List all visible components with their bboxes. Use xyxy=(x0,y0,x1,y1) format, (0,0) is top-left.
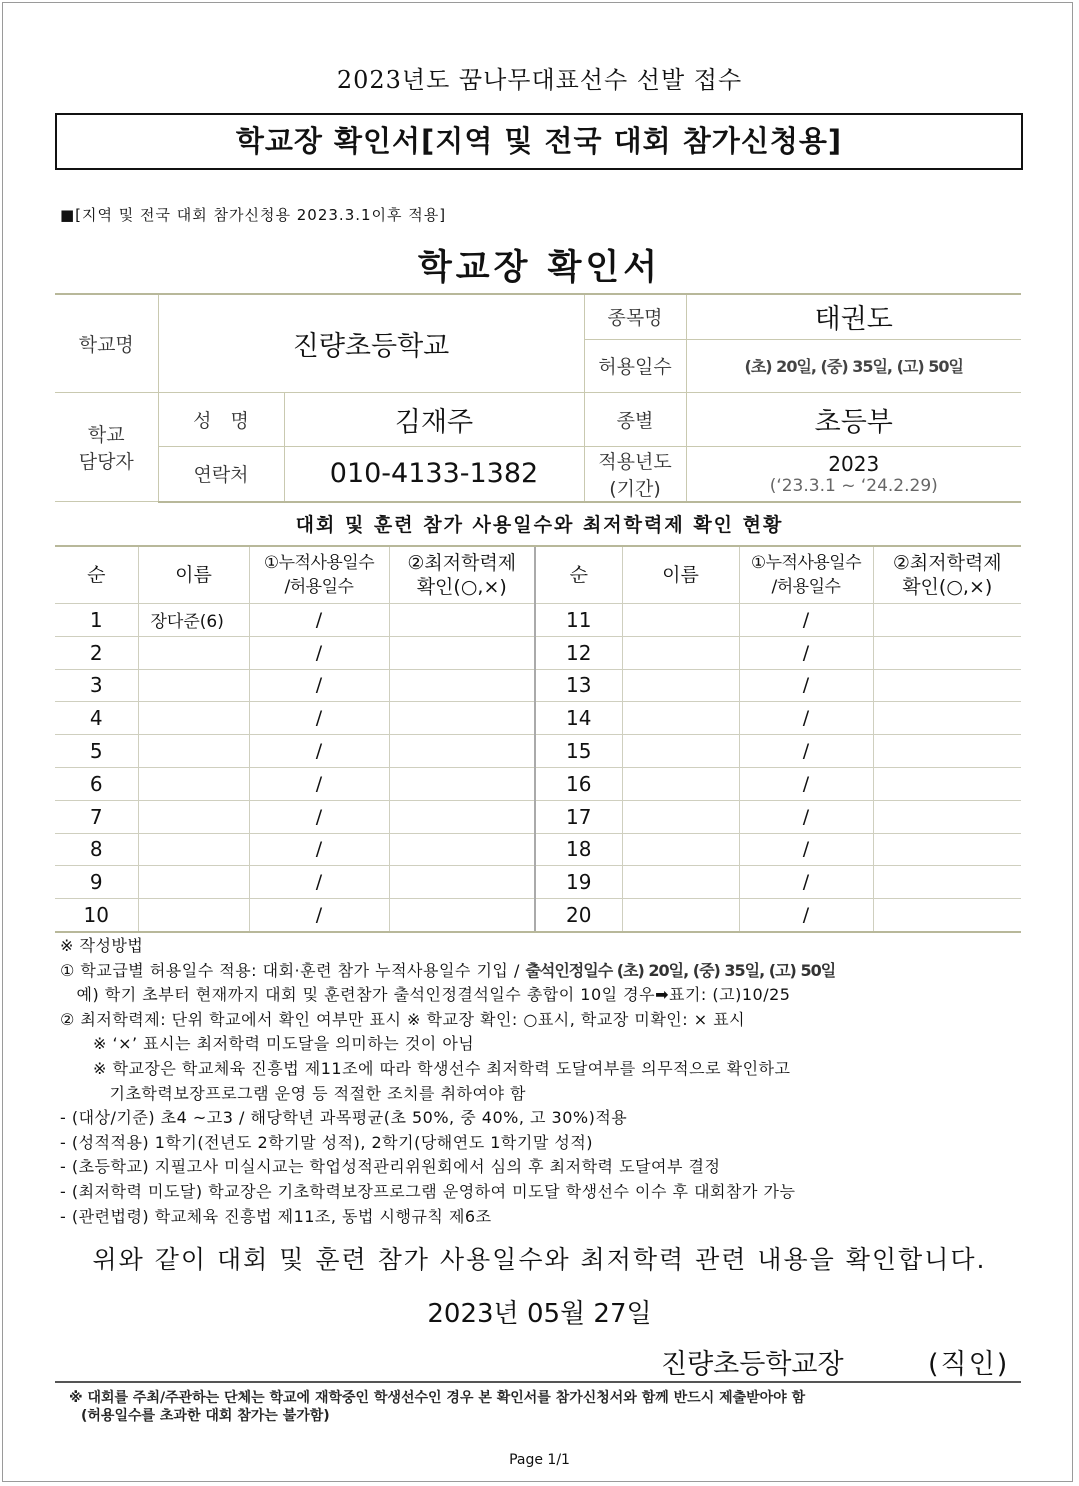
row-days: / xyxy=(739,833,873,866)
row-check xyxy=(389,702,535,735)
col-check-right-1: ②최저학력제 xyxy=(892,552,1002,574)
boxed-title: 학교장 확인서[지역 및 전국 대회 참가신청용] xyxy=(55,113,1023,170)
row-check xyxy=(389,604,535,637)
row-name xyxy=(138,866,249,899)
row-check xyxy=(873,735,1021,768)
table-row xyxy=(55,833,1021,866)
method-line-1b: 출석인정일수 (초) 20일, (중) 35일, (고) 50일 xyxy=(525,960,836,980)
row-no: 13 xyxy=(535,669,622,702)
year-value: 2023 xyxy=(828,451,880,476)
row-days: / xyxy=(739,866,873,899)
table-row xyxy=(55,899,1021,932)
method-line-11: - (관련법령) 학교체육 진흥법 제11조, 동법 시행규칙 제6조 xyxy=(60,1206,492,1226)
row-check xyxy=(389,735,535,768)
row-check xyxy=(389,866,535,899)
row-name xyxy=(138,636,249,669)
row-name xyxy=(138,833,249,866)
sport-label: 종목명 xyxy=(584,294,686,339)
row-check xyxy=(873,899,1021,932)
row-name xyxy=(622,767,739,800)
row-name xyxy=(622,636,739,669)
row-check xyxy=(873,866,1021,899)
row-days: / xyxy=(739,604,873,637)
row-check xyxy=(873,604,1021,637)
col-no-left: 순 xyxy=(55,546,138,604)
footer-note-line2: (허용일수를 초과한 대회 참가는 불가함) xyxy=(81,1408,330,1424)
row-name xyxy=(622,899,739,932)
row-name xyxy=(138,735,249,768)
table-row xyxy=(55,604,1021,637)
row-no: 17 xyxy=(535,800,622,833)
year-value-cell xyxy=(686,446,1021,502)
school-label: 학교명 xyxy=(55,294,158,392)
row-name xyxy=(622,702,739,735)
year-label xyxy=(584,446,686,502)
method-line-10: - (최저학력 미도달) 학교장은 기초학력보장프로그램 운영하여 미도달 학생선수 이수 후 대회참가 가능 xyxy=(60,1181,796,1201)
row-days: / xyxy=(739,767,873,800)
row-days: / xyxy=(249,735,389,768)
sport-value: 태권도 xyxy=(686,294,1021,339)
row-check xyxy=(873,636,1021,669)
row-no: 19 xyxy=(535,866,622,899)
row-no: 6 xyxy=(55,767,138,800)
row-no: 15 xyxy=(535,735,622,768)
row-check xyxy=(873,767,1021,800)
row-days: / xyxy=(739,800,873,833)
col-days-right-1: ①누적사용일수 xyxy=(750,553,862,573)
row-no: 8 xyxy=(55,833,138,866)
official-seal: (직인) xyxy=(928,1349,1010,1380)
row-name xyxy=(622,833,739,866)
col-check-left xyxy=(389,546,535,604)
row-name xyxy=(138,702,249,735)
col-days-left-1: ①누적사용일수 xyxy=(263,553,375,573)
name-label: 성 명 xyxy=(158,392,284,446)
row-days: / xyxy=(739,636,873,669)
row-days: / xyxy=(739,702,873,735)
method-line-4: ※ ‘×’ 표시는 최저학력 미도달을 의미하는 것이 아님 xyxy=(60,1034,475,1054)
row-check xyxy=(873,833,1021,866)
row-days: / xyxy=(249,636,389,669)
table-row xyxy=(55,767,1021,800)
col-no-right: 순 xyxy=(535,546,622,604)
row-check xyxy=(389,767,535,800)
method-line-5: ※ 학교장은 학교체육 진흥법 제11조에 따라 학생선수 최저학력 도달여부를 의무적으로 확인하고 xyxy=(60,1058,791,1078)
method-heading: ※ 작성방법 xyxy=(60,936,144,955)
row-name xyxy=(622,669,739,702)
year-period: (‘23.3.1 ~ ‘24.2.29) xyxy=(769,475,938,496)
row-days: / xyxy=(249,767,389,800)
col-name-left: 이름 xyxy=(138,546,249,604)
method-line-6: 기초학력보장프로그램 운영 등 적절한 조치를 취하여야 함 xyxy=(60,1083,526,1103)
col-check-right xyxy=(873,546,1021,604)
row-no: 11 xyxy=(535,604,622,637)
table-row xyxy=(55,866,1021,899)
manager-label-line2: 담당자 xyxy=(78,450,134,473)
footer-note-line1: ※ 대회를 주최/주관하는 단체는 학교에 재학중인 학생선수인 경우 본 확인서를 참가신청서와 함께 반드시 제출받아야 함 xyxy=(69,1390,806,1406)
row-days: / xyxy=(249,669,389,702)
row-check xyxy=(873,669,1021,702)
notice-line: ■[지역 및 전국 대회 참가신청용 2023.3.1이후 적용] xyxy=(60,206,447,224)
table-row xyxy=(55,735,1021,768)
manager-label-line1: 학교 xyxy=(87,423,125,446)
row-days: / xyxy=(249,800,389,833)
method-line-2: 예) 학기 초부터 현재까지 대회 및 훈련참가 출석인정결석일수 총합이 10일 경우➡표기: (고)10/25 xyxy=(60,985,791,1005)
status-table xyxy=(55,545,1021,933)
row-days: / xyxy=(249,866,389,899)
contact-value: 010-4133-1382 xyxy=(284,446,584,502)
row-days: / xyxy=(739,899,873,932)
info-table xyxy=(55,293,1021,503)
method-line-1 xyxy=(60,959,1020,984)
row-check xyxy=(389,636,535,669)
row-check xyxy=(389,669,535,702)
row-days: / xyxy=(249,899,389,932)
row-name xyxy=(138,800,249,833)
category-label: 종별 xyxy=(584,392,686,446)
writing-method xyxy=(60,934,1020,1229)
row-no: 16 xyxy=(535,767,622,800)
allowed-days-label: 허용일수 xyxy=(584,339,686,392)
row-name xyxy=(622,866,739,899)
row-name xyxy=(622,800,739,833)
issue-date: 2023년 05월 27일 xyxy=(427,1299,652,1329)
name-value: 김재주 xyxy=(284,392,584,446)
table-row xyxy=(55,702,1021,735)
row-no: 4 xyxy=(55,702,138,735)
row-days: / xyxy=(739,735,873,768)
row-days: / xyxy=(739,669,873,702)
row-name: 장다준(6) xyxy=(138,604,249,637)
method-line-3: ② 최저학력제: 단위 학교에서 확인 여부만 표시 ※ 학교장 확인: ○표시, 학교장 미확인: × 표시 xyxy=(60,1009,746,1029)
col-days-left-2: /허용일수 xyxy=(284,577,354,597)
year-label-line1: 적용년도 xyxy=(598,450,672,473)
col-check-left-1: ②최저학력제 xyxy=(407,552,517,574)
status-heading: 대회 및 훈련 참가 사용일수와 최저학력제 확인 현황 xyxy=(295,514,784,536)
row-check xyxy=(873,702,1021,735)
row-check xyxy=(389,800,535,833)
table-row xyxy=(55,669,1021,702)
table-row xyxy=(55,800,1021,833)
row-name xyxy=(622,604,739,637)
col-check-left-2: 확인(○,×) xyxy=(416,576,507,598)
row-no: 7 xyxy=(55,800,138,833)
table-row xyxy=(55,636,1021,669)
col-days-right-2: /허용일수 xyxy=(771,577,841,597)
row-no: 18 xyxy=(535,833,622,866)
col-name-right: 이름 xyxy=(622,546,739,604)
category-value: 초등부 xyxy=(686,392,1021,446)
principal-name: 진량초등학교장 xyxy=(661,1349,844,1380)
row-no: 10 xyxy=(55,899,138,932)
row-no: 5 xyxy=(55,735,138,768)
row-no: 3 xyxy=(55,669,138,702)
page-number: Page 1/1 xyxy=(509,1452,570,1468)
row-name xyxy=(138,669,249,702)
manager-label xyxy=(55,392,158,502)
row-name xyxy=(138,767,249,800)
confirmation-statement: 위와 같이 대회 및 훈련 참가 사용일수와 최저학력 관련 내용을 확인합니다. xyxy=(92,1245,987,1274)
row-no: 2 xyxy=(55,636,138,669)
row-days: / xyxy=(249,702,389,735)
certificate-title: 학교장 확인서 xyxy=(417,248,662,288)
method-line-7: - (대상/기준) 초4 ~고3 / 해당학년 과목평균(초 50%, 중 40%, 고 30%)적용 xyxy=(60,1108,628,1128)
row-check xyxy=(389,899,535,932)
row-no: 9 xyxy=(55,866,138,899)
col-check-right-2: 확인(○,×) xyxy=(902,576,993,598)
row-name xyxy=(622,735,739,768)
row-no: 14 xyxy=(535,702,622,735)
method-line-1a: ① 학교급별 허용일수 적용: 대회·훈련 참가 누적사용일수 기입 / xyxy=(60,960,526,980)
method-line-9: - (초등학교) 지필고사 미실시교는 학업성적관리위원회에서 심의 후 최저학력 도달여부 결정 xyxy=(60,1157,721,1177)
row-check xyxy=(873,800,1021,833)
row-no: 1 xyxy=(55,604,138,637)
row-name xyxy=(138,899,249,932)
col-days-right xyxy=(739,546,873,604)
col-days-left xyxy=(249,546,389,604)
row-no: 12 xyxy=(535,636,622,669)
school-value: 진량초등학교 xyxy=(158,294,584,392)
footer-note xyxy=(55,1381,1021,1425)
year-label-line2: (기간) xyxy=(609,477,661,500)
allowed-days-value: (초) 20일, (중) 35일, (고) 50일 xyxy=(686,339,1021,392)
top-title: 2023년도 꿈나무대표선수 선발 접수 xyxy=(336,66,743,94)
method-line-8: - (성적적용) 1학기(전년도 2학기말 성적), 2학기(당해연도 1학기말 성적) xyxy=(60,1132,594,1152)
row-no: 20 xyxy=(535,899,622,932)
row-days: / xyxy=(249,604,389,637)
row-days: / xyxy=(249,833,389,866)
contact-label: 연락처 xyxy=(158,446,284,502)
row-check xyxy=(389,833,535,866)
